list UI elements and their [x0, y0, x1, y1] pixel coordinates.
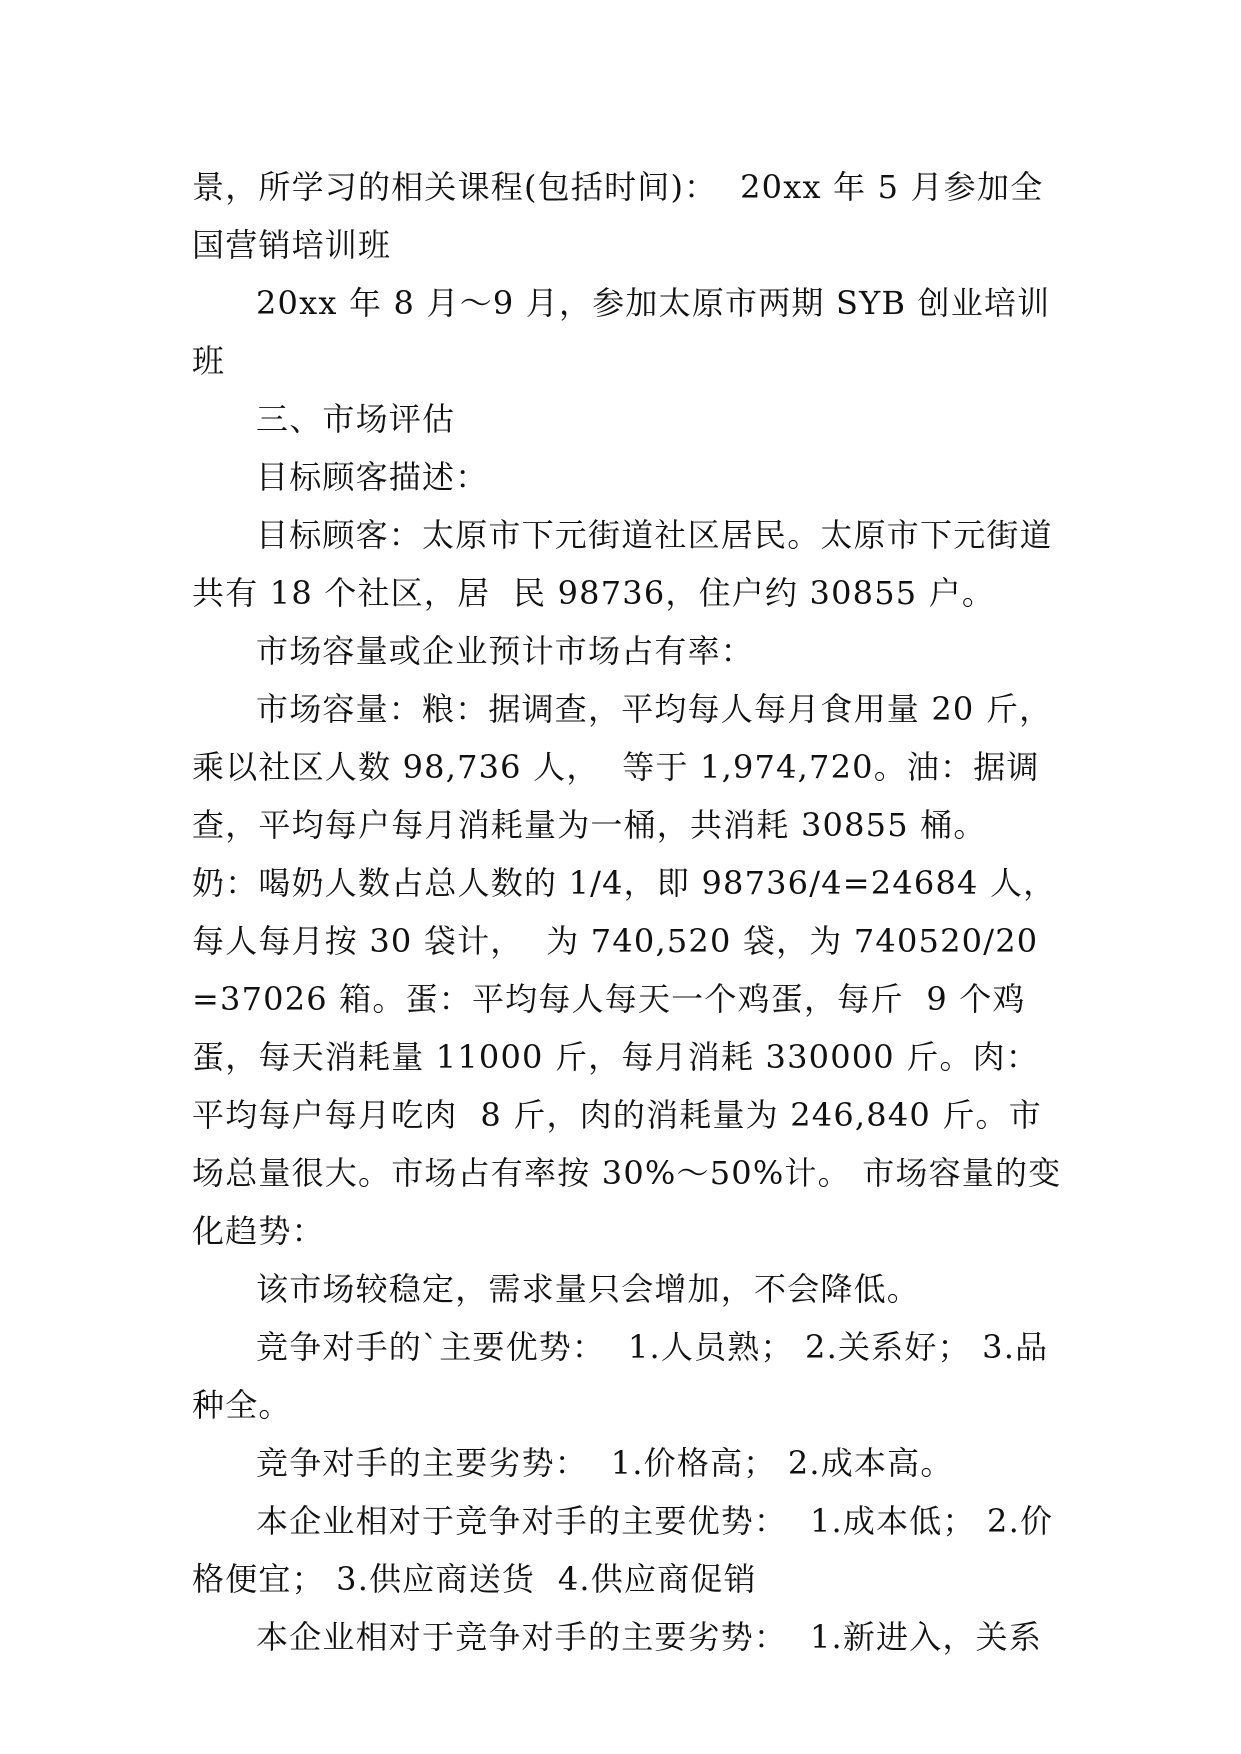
paragraph-our-strengths: 本企业相对于竞争对手的主要优势： 1.成本低； 2.价格便宜； 3.供应商送货 4.供应商促销 [192, 1502, 1054, 1598]
section-heading-market-assessment: 三、市场评估 [256, 400, 456, 438]
paragraph-market-stable: 该市场较稳定，需求量只会增加，不会降低。 [256, 1270, 921, 1308]
paragraph-syb-training: 20xx 年 8 月～9 月，参加太原市两期 SYB 创业培训班 [192, 284, 1051, 380]
paragraph-course-history: 景，所学习的相关课程(包括时间)： 20xx 年 5 月参加全国营销培训班 [192, 168, 1044, 264]
subheading-target-customer: 目标顾客描述： [256, 458, 489, 496]
paragraph-our-weaknesses: 本企业相对于竞争对手的主要劣势： 1.新进入，关系 [256, 1618, 1043, 1656]
paragraph-market-capacity: 市场容量：粮：据调查，平均每人每月食用量 20 斤，乘以社区人数 98,736 人， 等于 1,974,720。油：据调查，平均每户每月消耗量为一桶，共消耗 30855 桶。 奶：喝奶人数占总人数的 1/4，即 98736/4=24684 人，每人每月按 30 袋计， 为 740,520 袋，为 740520/20=37026 箱。蛋：平均每人每天一个鸡蛋，每斤 9 个鸡蛋，每天消耗量 11000 斤，每月消耗 330000 斤。肉：平均每户每月吃肉 8 斤，肉的消耗量为 246,840 斤。市场总量很大。市场占有率按 30%～50%计。 市场容量的变化趋势： [192, 690, 1062, 1250]
paragraph-competitor-weaknesses: 竞争对手的主要劣势： 1.价格高； 2.成本高。 [256, 1444, 954, 1482]
paragraph-target-customer: 目标顾客：太原市下元街道社区居民。太原市下元街道共有 18 个社区，居 民 98736，住户约 30855 户。 [192, 516, 1053, 612]
paragraph-competitor-strengths: 竞争对手的`主要优势： 1.人员熟； 2.关系好； 3.品种全。 [192, 1328, 1049, 1424]
subheading-market-capacity: 市场容量或企业预计市场占有率： [256, 632, 755, 670]
document-body [192, 158, 1062, 1666]
